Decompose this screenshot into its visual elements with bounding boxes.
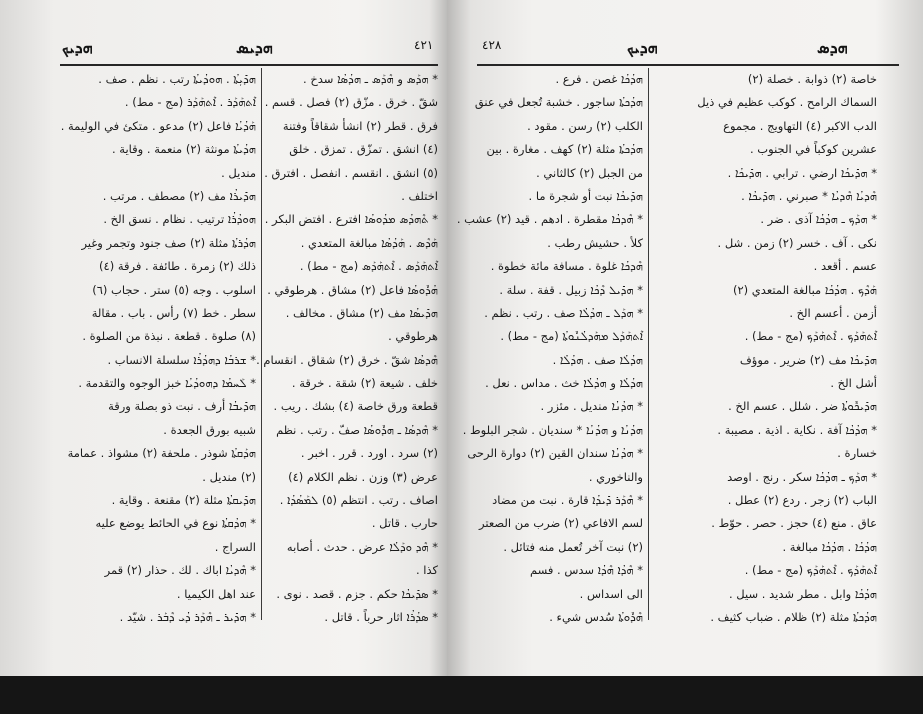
right-page-column-left [456, 68, 643, 629]
entry-line: كذا . [415, 563, 438, 578]
entry-line: ܗܕܺܝܟܽܘܬܳܐ ضر . شلل . عسم الخ . [728, 399, 877, 414]
entry-line: الدب الاكبر (٤) التهاويج . مجموع [723, 118, 877, 133]
entry-line: خسارة . [837, 446, 877, 461]
entry-line: (٢) نبت آخر تُعمل منه فتائل . [503, 539, 643, 554]
right-column-divider [648, 68, 649, 620]
entry-line: ܗܘܕܳܪܳܐ ترتيب . نظام . نسق الخ . [103, 212, 256, 227]
entry-line: عسم . أقعد . [813, 259, 877, 274]
entry-line: من الجبل (٢) كالثاني . [536, 165, 643, 180]
entry-line: * ܫܪܒܳܐ ܕܗܕܳܪܳܐ سلسلة الانساب . [107, 352, 256, 367]
entry-line: ܗܶܕܽܘܬܳܐ سُدس شيء . [549, 609, 643, 624]
entry-line: * ܗܶܕܟܳܐ مقطرة . ادهم . قيد (٢) عشب . [456, 212, 643, 227]
entry-line: * ܗܕܳܢܳܐ منديل . مئزر . [540, 399, 643, 414]
right-header-center-word: ܗܕܝܟ [627, 38, 658, 57]
entry-line: * ܗܶܕܳܐ ܗܶܕܳܐ سدس . فسم [529, 563, 643, 578]
entry-line: اختلف . [401, 188, 438, 203]
entry-line: * ܣܕܳܪܳܐ اثار حرباً . قاتل . [324, 609, 438, 624]
left-page-column-left [62, 68, 256, 629]
entry-line: ܐܶܬܗܰܕܰܟ . ܐܶܬܗܰܕܰܟ (مج - مط) . [744, 329, 877, 344]
entry-line: نكى . آف . خسر (٢) زمن . شل . [717, 235, 877, 250]
entry-line: خاصة (٢) ذوابة . خصلة (٢) [747, 72, 877, 86]
entry-line: * ܗܕܳܢܳܐ سندان القين (٢) دوارة الرحى [467, 446, 643, 461]
entry-line: ܗܕܳܟܳܐ وابل . مطر شديد . سيل . [728, 586, 877, 601]
left-header-center-word: ܗܕܝܣ [236, 38, 273, 57]
entry-line: ܗܕܺܝܩܬܳܐ مثلة (٢) مقنعة . وقاية . [111, 493, 256, 508]
entry-line: ܗܕܺܝܣܳܐ مف (٢) مشاق . مخالف . [285, 305, 438, 320]
entry-line: * ܗܕܳܩܬܳܐ نوع في الحائط يوضع عليه [95, 516, 256, 531]
left-page-column-right [256, 68, 438, 629]
left-column-divider [261, 68, 262, 620]
entry-line: الى اسداس . [579, 586, 643, 601]
entry-line: ܗܕܰܩܬܳܐ شوذر . ملحفة (٢) مشواذ . عمامة [67, 446, 256, 461]
entry-line: عند اهل الكيميا . [176, 586, 256, 601]
entry-line: * ܗܶܕܰܪ ܕܺܝܕܳܐ قارة . نبت من مضاد [492, 493, 643, 508]
entry-line: (٤) انشق . تمزّق . تمزق . خلق [289, 142, 438, 157]
entry-line: ܗܕܳܟܬܳܐ مثلة (٢) ظلام . ضباب كثيف . [710, 609, 877, 624]
entry-line: ܗܶܕܝܳܐ ܗܶܕܝܳܐ * صبرني . ܗܕܺܝܟܳܐ . [741, 188, 877, 203]
entry-line: والناخوري . [588, 469, 643, 484]
entry-line: ܗܕܳܠܳܐ و ܗܕܳܠܳܐ خث . مداس . نعل . [485, 376, 643, 391]
entry-line: عاق . منع (٤) حجز . حصر . حوّط . [711, 516, 877, 531]
entry-line: (٨) صلوة . قطعة . نبذة من الصلوة . [82, 329, 256, 344]
entry-line: هرطوقي . [388, 329, 438, 344]
entry-line: ܗܕܺܝܟܳܐ نبت أو شجرة ما . [528, 188, 643, 203]
entry-line: الباب (٢) زجر . ردع (٢) عطل . [727, 493, 877, 508]
left-header-outer-word: ܗܕܝܟ [62, 38, 93, 57]
entry-line: أزمن . أعسم الخ . [789, 305, 877, 320]
entry-line: عرض (٣) وزن . نظم الكلام (٤) [288, 469, 438, 484]
entry-line: * ܗܕܳܟܳܐ آفة . نكاية . اذية . مصيبة . [717, 422, 877, 437]
entry-line: * ܗܕܺܝܠ ܕܶܟܳܐ زبيل . قفة . سلة . [499, 282, 643, 297]
entry-line: ܗܕܳܟܳܐ . ܗܕܳܟܳܐ مبالغة . [782, 539, 877, 554]
entry-line: * ܠܰܚܡܳܐ ܕܗܘܕܳܝܳܐ خبز الوجوه والتقدمة . [78, 376, 256, 391]
entry-line: ذلك (٢) زمرة . طائفة . فرقة (٤) [99, 259, 256, 274]
entry-line: ܗܶܕܟܳܐ غلوة . مسافة مائة خطوة . [490, 259, 643, 274]
entry-line: ܐܶܬܗܰܕܰܠ ܡܗܰܕܠܳܢܽܘܬܳܐ (مج - مط) . [500, 329, 643, 344]
entry-line: ܗܕܳܟܳܐ غصن . فرع . [555, 72, 643, 86]
entry-line: * ܗܕܰܟ ـ ܗܕܳܟܳܐ آذى . ضر . [760, 212, 877, 227]
entry-line: كلأ . حشيش رطب . [547, 235, 643, 250]
right-page-column-right [653, 68, 877, 629]
entry-line: ܐܶܬܗܰܕܰܣ . ܐܶܬܗܰܕܰܣ (مج - مط) . [299, 259, 438, 274]
entry-line: ܗܕܺܝܪܳܐ مف (٢) مصطف . مرتب . [102, 188, 256, 203]
entry-line: * ܗܕܰܣ و ܗܶܕܰܣ ـ ܗܕܳܣܳܐ سدخ . [303, 72, 438, 86]
right-header-outer-word: ܗܕܣ [817, 38, 848, 57]
entry-line: اصاف . رتب . انتظم (٥) ܠܡܰܣܳܕܳܐ . [279, 493, 438, 508]
left-header-rule [60, 64, 438, 66]
entry-line: ܗܳܕܽܘܣܳܐ فاعل (٢) مشاق . هرطوقي . [267, 282, 438, 297]
entry-line: اسلوب . وجه (٥) ستر . حجاب (٦) [92, 282, 256, 297]
right-page [447, 0, 923, 676]
entry-line: أشل الخ . [830, 376, 877, 391]
entry-line: السماك الرامح . كوكب عظيم في ذيل [697, 95, 877, 110]
entry-line: الكلب (٢) رسن . مقود . [527, 118, 643, 133]
entry-line: خلف . شيعة (٢) شقة . خرقة . [291, 376, 438, 391]
entry-line: * ܣܕܺܝܟܳܐ حكم . جزم . قصد . نوى . [276, 586, 438, 601]
entry-line: ܗܕܳܟܬܳܐ ساجور . خشبة تُجعل في عنق [474, 95, 643, 110]
entry-line: * ܗܕܰܠ ـ ܗܕܳܠܳܐ صف . رتب . نظم . [484, 305, 643, 320]
left-page-number: ٤٢١ [414, 38, 434, 52]
entry-line: لسم الافاعي (٢) ضرب من الصعتر [479, 516, 643, 531]
entry-line: ܗܰܕܳܝܳܐ فاعل (٢) مدعو . متكئ في الوليمة . [60, 118, 256, 133]
entry-line: ܗܕܳܪܬܳܐ مثلة (٢) صف جنود وتجمر وغير [81, 235, 256, 250]
right-header-rule [477, 64, 899, 66]
entry-line: ܗܕܺܝܒܳܐ أرف . نبت ذو بصلة ورقة [108, 399, 256, 414]
entry-line: (٥) انشق . انقسم . انفصل . افترق . [264, 165, 438, 180]
left-page [0, 0, 447, 676]
entry-line: ܗܕܳܢܳܐ و ܗܕܳܢܳܐ * سنديان . شجر البلوط . [462, 422, 643, 437]
entry-line: عشرين كوكباً في الجنوب . [749, 142, 877, 157]
entry-line: ܗܕܳܟܬܳܐ مثلة (٢) كهف . مغارة . بين [486, 142, 643, 157]
entry-line: ܗܕܺܝܟܳܐ مف (٢) ضرير . موؤف [739, 352, 877, 367]
entry-line: * ܗܕܺܝܪ ـ ܗܶܕܰܪ ܕܳܝ ܕܶܒܰܪ . شيّد . [119, 609, 256, 624]
entry-line: حارب . قاتل . [371, 516, 438, 531]
entry-line: ܗܰܕܶܣ . ܗܰܕܳܣܳܐ مبالغة المتعدي . [300, 235, 438, 250]
right-page-number: ٤٢٨ [482, 38, 502, 52]
entry-line: ܗܕܺܝܼܬܳܐ . ܗܘܕܳܝܬܳܐ رتب . نظم . صف . [98, 72, 256, 86]
entry-line: شبيه بورق الجعدة . [163, 422, 256, 437]
entry-line: * ܗܶܕܝܳܐ اباك . لك . حذار (٢) قمر [104, 563, 256, 578]
entry-line: ܗܕܳܠܳܐ صف . ܗܕܳܠܳܐ . [552, 352, 643, 367]
entry-line: (٢) سرد . اورد . قرر . اخبر . [300, 446, 438, 461]
entry-line: * ܗܶܕܣܳܐ ـ ܗܕܽܘܣܳܐ صفّ . رتب . نظم [276, 422, 438, 437]
entry-line: السراج . [214, 539, 256, 554]
entry-line: * ܗܶܕ ܘܕܰܠܳܐ عرض . حدث . أصابه [286, 539, 438, 554]
scanner-shadow [0, 676, 923, 714]
entry-line: ܗܕܳܝܬܳܐ مونثة (٢) منعمة . وقاية . [112, 142, 256, 157]
entry-line: * ܗܕܺܝܟܳܐ ارضي . ترابي . ܗܕܺܝܟܳܐ . [727, 165, 877, 180]
entry-line: ܗܰܕܶܟ . ܗܕܳܟܳܐ مبالغة المتعدي (٢) [732, 282, 877, 297]
entry-line: ܐܶܬܗܰܕܰܪ . ܐܶܬܗܰܕܰܪ (مج - مط) . [124, 95, 256, 110]
entry-line: منديل . [221, 165, 256, 180]
entry-line: شقّ . خرق . مزّق (٢) فصل . قسم . [264, 95, 438, 110]
entry-line: ܐܶܬܗܰܕܰܟ . ܐܶܬܗܰܕܰܟ (مج - مط) . [744, 563, 877, 578]
entry-line: ܗܶܕܣܳܐ شقّ . خرق (٢) شقاق . انقسام . [256, 352, 438, 367]
entry-line: * ܗܕܰܟ ـ ܗܕܳܟܳܐ سكر . رنج . اوصد [727, 469, 877, 484]
entry-line: قطعة ورق خاصة (٤) بشك . ريب . [273, 399, 438, 414]
entry-line: فرق . قطر (٢) انشأ شقاقاً وفتنة [282, 118, 438, 133]
entry-line: (٢) منديل . [202, 469, 256, 484]
entry-line: سطر . خط (٧) رأس . باب . مقالة [91, 305, 256, 320]
entry-line: * ܬܶܗܕܳܣ ܡܕܳܘܣܳܐ افترع . افتض البكر . [264, 212, 438, 227]
